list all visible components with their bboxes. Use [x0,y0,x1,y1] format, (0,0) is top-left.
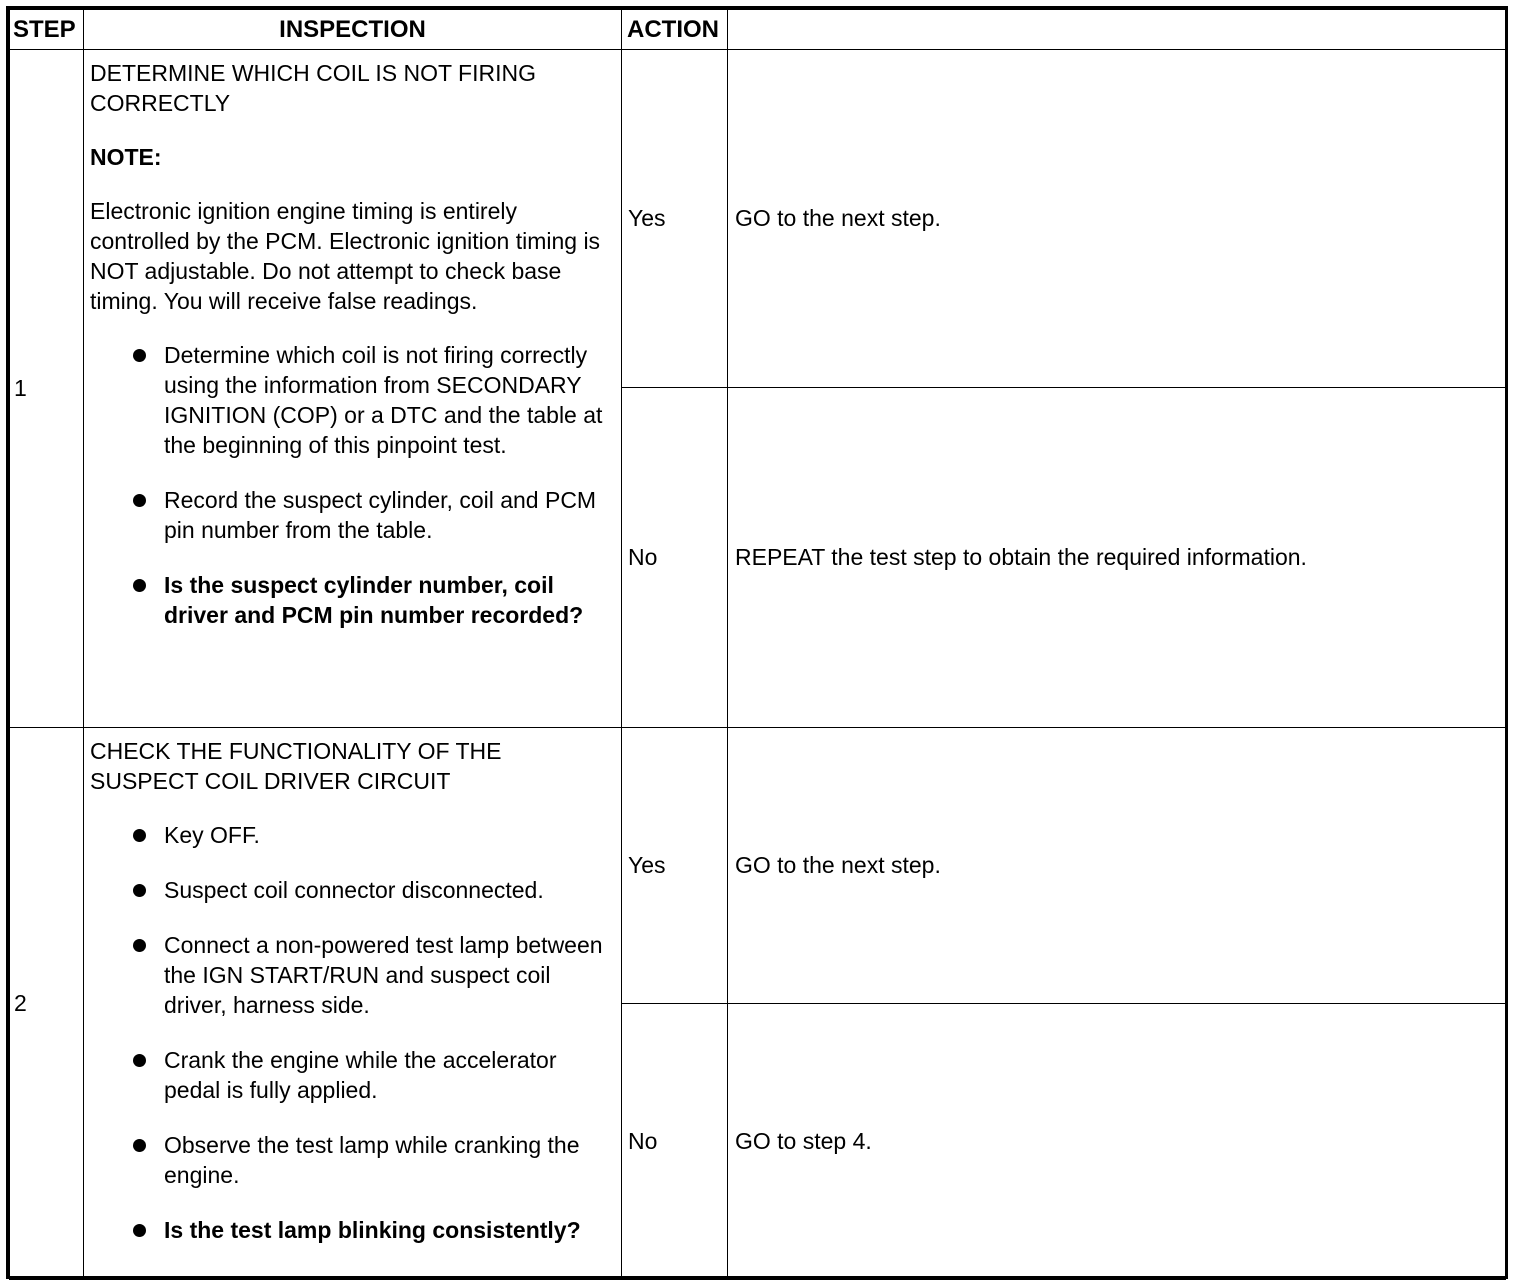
bullet-icon [133,1139,146,1152]
table-row-step1-yes [10,50,1506,388]
step-number-2: 2 [10,728,84,1280]
bullet-icon [133,1224,146,1237]
step1-no-action: REPEAT the test step to obtain the required information. [728,388,1506,728]
step2-yes-label: Yes [622,728,728,1004]
bullet-icon [133,939,146,952]
step1-bullet-list [90,340,615,630]
header-result [728,10,1506,50]
list-item: Determine which coil is not firing correctly using the information from SECONDARY IGNITION (COP) or a DTC and the table at the beginning of this pinpoint test. [164,340,615,460]
step1-title: DETERMINE WHICH COIL IS NOT FIRING CORRECTLY [90,60,536,116]
step1-question: Is the suspect cylinder number, coil driver and PCM pin number recorded? [164,570,615,630]
header-action: ACTION [622,10,728,50]
table-header-row [10,10,1506,50]
pinpoint-test-table [9,9,1506,1280]
bullet-icon [133,884,146,897]
list-item: Crank the engine while the accelerator pedal is fully applied. [164,1045,615,1105]
bullet-icon [133,349,146,362]
list-item: Key OFF. [164,820,615,850]
step-number-1: 1 [10,50,84,728]
step1-yes-action: GO to the next step. [728,50,1506,388]
inspection-cell-step1 [84,50,622,728]
step2-no-label: No [622,1004,728,1280]
bullet-icon [133,1054,146,1067]
list-item: Suspect coil connector disconnected. [164,875,615,905]
bullet-icon [133,829,146,842]
step1-note-label: NOTE: [90,144,162,170]
step1-no-label: No [622,388,728,728]
header-inspection: INSPECTION [84,10,622,50]
step2-no-action: GO to step 4. [728,1004,1506,1280]
header-step: STEP [10,10,84,50]
bullet-icon [133,579,146,592]
step2-yes-action: GO to the next step. [728,728,1506,1004]
bullet-icon [133,494,146,507]
table-row-step2-yes [10,728,1506,1004]
step1-note-text: Electronic ignition engine timing is entirely controlled by the PCM. Electronic ignition timing is NOT adjustable. Do not attempt to check base timing. You will receive false readings. [90,198,601,314]
list-item: Connect a non-powered test lamp between the IGN START/RUN and suspect coil driver, harness side. [164,930,615,1020]
step1-yes-label: Yes [622,50,728,388]
inspection-cell-step2 [84,728,622,1280]
step2-title: CHECK THE FUNCTIONALITY OF THE SUSPECT COIL DRIVER CIRCUIT [90,738,502,794]
list-item: Record the suspect cylinder, coil and PCM pin number from the table. [164,485,615,545]
step2-bullet-list [90,820,615,1245]
document-page [6,6,1508,1279]
list-item: Observe the test lamp while cranking the engine. [164,1130,615,1190]
step2-question: Is the test lamp blinking consistently? [164,1215,615,1245]
